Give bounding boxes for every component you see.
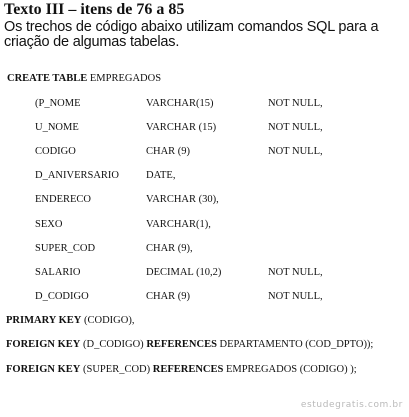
column-row [0, 218, 409, 231]
column-name: CODIGO [35, 146, 76, 157]
section-heading: Texto III – itens de 76 a 85 [4, 1, 185, 18]
column-type: VARCHAR (15) [146, 122, 217, 133]
column-name: SUPER_COD [35, 243, 96, 254]
column-row [0, 266, 409, 279]
column-row [0, 169, 409, 182]
column-type: VARCHAR (30), [146, 194, 219, 205]
foreign-key-column: (D_CODIGO) [80, 339, 147, 350]
column-constraint: NOT NULL, [268, 122, 323, 133]
primary-key-line [6, 314, 134, 327]
references-target: EMPREGADOS (CODIGO) ); [223, 364, 357, 375]
create-table-line [7, 72, 161, 85]
column-constraint: NOT NULL, [268, 291, 323, 302]
column-name: D_ANIVERSARIO [35, 170, 119, 181]
column-name: SALARIO [35, 267, 81, 278]
create-table-keyword: CREATE TABLE [7, 73, 88, 84]
column-row [0, 242, 409, 255]
column-row [0, 193, 409, 206]
column-name: U_NOME [35, 122, 79, 133]
foreign-key-keyword: FOREIGN KEY [6, 364, 81, 375]
column-type: VARCHAR(15) [146, 98, 214, 109]
column-type: CHAR (9) [146, 146, 191, 157]
column-type: CHAR (9), [146, 243, 193, 254]
foreign-key-line [6, 338, 373, 351]
column-type: CHAR (9) [146, 291, 191, 302]
column-name: SEXO [35, 219, 63, 230]
references-keyword: REFERENCES [146, 339, 217, 350]
primary-key-columns: (CODIGO), [81, 315, 135, 326]
column-type: VARCHAR(1), [146, 219, 211, 230]
column-row [0, 97, 409, 110]
watermark: estudegratis.com.br [300, 400, 403, 410]
column-row [0, 145, 409, 158]
column-type: DATE, [146, 170, 176, 181]
foreign-key-line [6, 363, 357, 376]
column-name: D_CODIGO [35, 291, 89, 302]
foreign-key-column: (SUPER_COD) [80, 364, 153, 375]
column-constraint: NOT NULL, [268, 267, 323, 278]
column-name: (P_NOME [35, 98, 81, 109]
column-row [0, 290, 409, 303]
column-constraint: NOT NULL, [268, 146, 323, 157]
foreign-key-keyword: FOREIGN KEY [6, 339, 81, 350]
primary-key-keyword: PRIMARY KEY [6, 315, 82, 326]
column-constraint: NOT NULL, [268, 98, 323, 109]
intro-paragraph: Os trechos de código abaixo utilizam comandos SQL para a criação de algumas tabelas. [4, 19, 379, 50]
column-name: ENDERECO [35, 194, 91, 205]
references-keyword: REFERENCES [152, 364, 224, 375]
column-type: DECIMAL (10,2) [146, 267, 222, 278]
references-target: DEPARTAMENTO (COD_DPTO)); [216, 339, 374, 350]
table-name: EMPREGADOS [89, 73, 162, 84]
column-row [0, 121, 409, 134]
